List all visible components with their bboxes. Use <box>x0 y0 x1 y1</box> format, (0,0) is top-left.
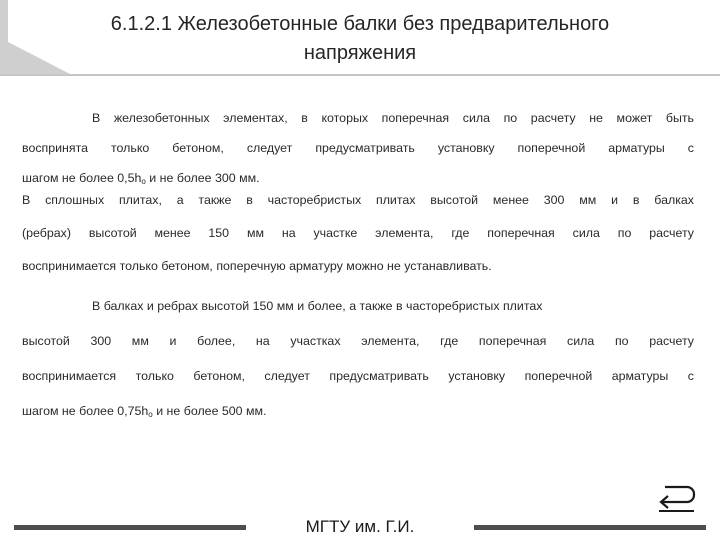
paragraph-2 <box>22 184 694 283</box>
footer-bar-left <box>14 525 246 530</box>
paragraph-3-line-1: В балках и ребрах высотой 150 мм и более, а также в часторебристых плитах <box>92 299 543 313</box>
paragraph-1-line-1: В железобетонных элементах, в которых поперечная сила по расчету не может быть <box>92 111 694 125</box>
subscript-o: o <box>141 177 146 186</box>
paragraph-3-line-4-tail: и не более 500 мм. <box>152 404 267 418</box>
paragraph-2-line-1: В сплошных плитах, а также в часторебристых плитах высотой менее 300 мм и в балках <box>22 193 694 207</box>
paragraph-3-line-4-text: шагом не более 0,75h <box>22 404 149 418</box>
paragraph-3 <box>22 289 694 432</box>
paragraph-2-line-2: (ребрах) высотой менее 150 мм на участке элемента, где поперечная сила по расчету <box>22 226 694 240</box>
footer-label: МГТУ им. Г.И. <box>305 517 415 536</box>
paragraph-2-line-3: воспринимается только бетоном, поперечную арматуру можно не устанавливать. <box>22 259 492 273</box>
subscript-o: o <box>148 410 153 419</box>
paragraph-1-line-3-tail: и не более 300 мм. <box>145 171 260 185</box>
paragraph-1-line-2: воспринята только бетоном, следует предусматривать установку поперечной арматуры с <box>22 141 694 155</box>
paragraph-3-line-4 <box>22 394 694 432</box>
return-arrow-icon[interactable] <box>656 482 696 514</box>
page-title <box>60 10 660 68</box>
paragraph-1 <box>22 103 694 197</box>
title-divider <box>0 74 720 76</box>
page-title-line-2: напряжения <box>303 42 417 64</box>
paragraph-3-line-2: высотой 300 мм и более, на участках элемента, где поперечная сила по расчету <box>22 334 694 348</box>
paragraph-3-line-3: воспринимается только бетоном, следует предусматривать установку поперечной арматуры с <box>22 369 694 383</box>
footer-bar-right <box>474 525 706 530</box>
page-title-line-1: 6.1.2.1 Железобетонные балки без предварительного <box>110 13 610 35</box>
paragraph-1-line-3-text: шагом не более 0,5h <box>22 171 142 185</box>
